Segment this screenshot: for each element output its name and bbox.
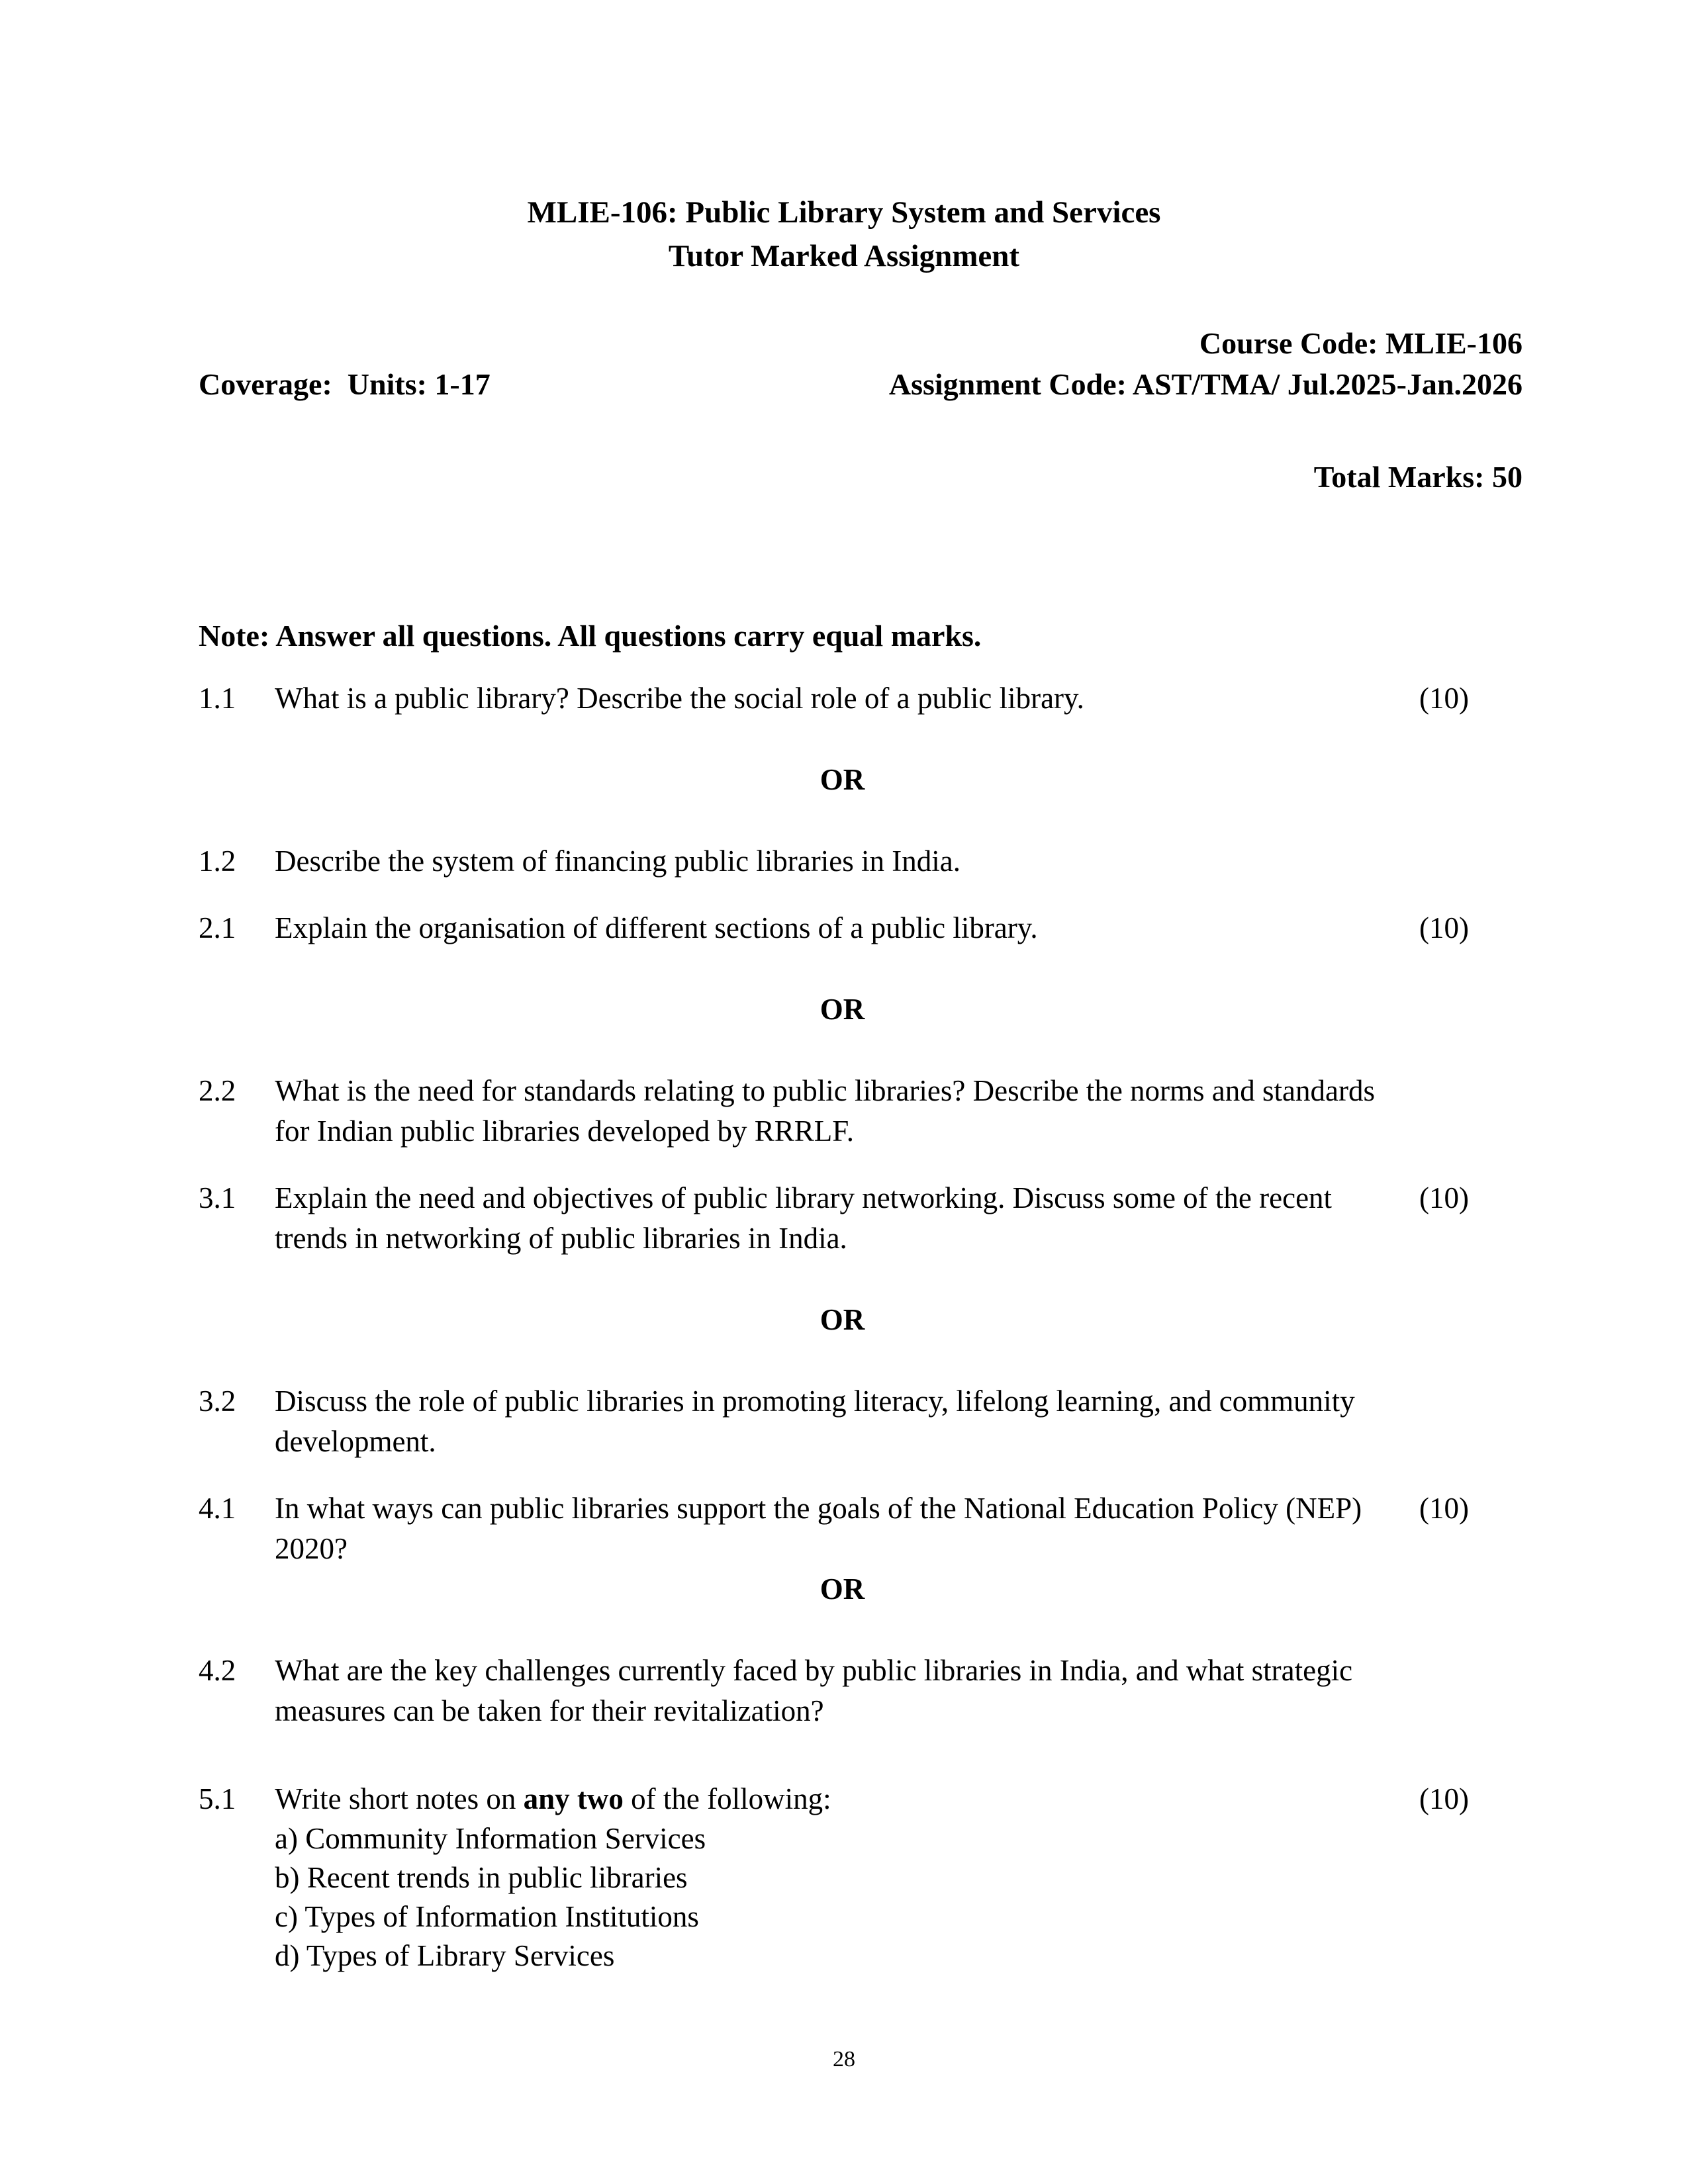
question-row (199, 1488, 1523, 1569)
question-row (199, 1651, 1523, 1731)
question-text: Explain the need and objectives of public library networking. Discuss some of the recent trends in networking of public libraries in India. (275, 1181, 1333, 1255)
question-row (199, 678, 1523, 719)
question-number: 1.2 (199, 844, 236, 878)
or-separator: OR (820, 1303, 865, 1336)
question-number: 2.1 (199, 911, 236, 944)
or-separator: OR (820, 763, 865, 796)
document-title-block (0, 191, 1688, 278)
questions-container (199, 678, 1523, 1976)
assignment-code: Assignment Code: AST/TMA/ Jul.2025-Jan.2026 (888, 367, 1523, 401)
question-number: 3.2 (199, 1385, 236, 1418)
question-row (199, 908, 1523, 948)
question-marks: (10) (1419, 1181, 1469, 1214)
question-text: What is a public library? Describe the social role of a public library. (275, 682, 1084, 715)
question-marks: (10) (1419, 911, 1469, 944)
question-row (199, 1381, 1523, 1462)
question-row (199, 1178, 1523, 1259)
question-text: Explain the organisation of different sections of a public library. (275, 911, 1038, 944)
list-item: b) Recent trends in public libraries (275, 1861, 688, 1894)
question-marks: (10) (1419, 1492, 1469, 1525)
question-number: 1.1 (199, 682, 236, 715)
question-marks: (10) (1419, 1782, 1469, 1815)
or-separator: OR (820, 1572, 865, 1606)
question-text-emphasis: any two (523, 1782, 624, 1815)
or-separator: OR (820, 993, 865, 1026)
question-number: 4.1 (199, 1492, 236, 1525)
question-number: 3.1 (199, 1181, 236, 1214)
page-subtitle: Tutor Marked Assignment (668, 239, 1020, 273)
coverage-units: Coverage: Units: 1-17 (199, 367, 491, 401)
page-title: MLIE-106: Public Library System and Services (527, 195, 1161, 230)
question-text-prefix: Write short notes on (275, 1782, 524, 1815)
question-row (199, 1779, 1523, 1819)
question-sub-item-list (199, 1819, 1523, 1976)
question-number: 2.2 (199, 1074, 236, 1107)
question-row (199, 1071, 1523, 1152)
question-text: What is the need for standards relating to public libraries? Describe the norms and standards for Indian public libraries developed by RRRLF. (275, 1074, 1375, 1148)
question-text: What are the key challenges currently faced by public libraries in India, and what strategic measures can be taken for their revitalization? (275, 1654, 1353, 1727)
question-text (275, 1779, 1419, 1819)
list-item: c) Types of Information Institutions (275, 1900, 699, 1933)
question-marks: (10) (1419, 682, 1469, 715)
question-number: 5.1 (199, 1782, 236, 1815)
question-text-suffix: of the following: (623, 1782, 831, 1815)
question-row (199, 841, 1523, 882)
question-text: Discuss the role of public libraries in promoting literacy, lifelong learning, and community development. (275, 1385, 1355, 1458)
question-text: Describe the system of financing public libraries in India. (275, 844, 961, 878)
course-code: Course Code: MLIE-106 (1199, 326, 1523, 360)
total-marks: Total Marks: 50 (1313, 460, 1523, 494)
list-item: d) Types of Library Services (275, 1939, 615, 1972)
question-text: In what ways can public libraries support the goals of the National Education Policy (NEP) 2020? (275, 1492, 1362, 1565)
list-item: a) Community Information Services (275, 1822, 706, 1855)
instructions-note: Note: Answer all questions. All questions carry equal marks. (199, 619, 982, 653)
page-number: 28 (833, 2047, 855, 2071)
question-number: 4.2 (199, 1654, 236, 1687)
